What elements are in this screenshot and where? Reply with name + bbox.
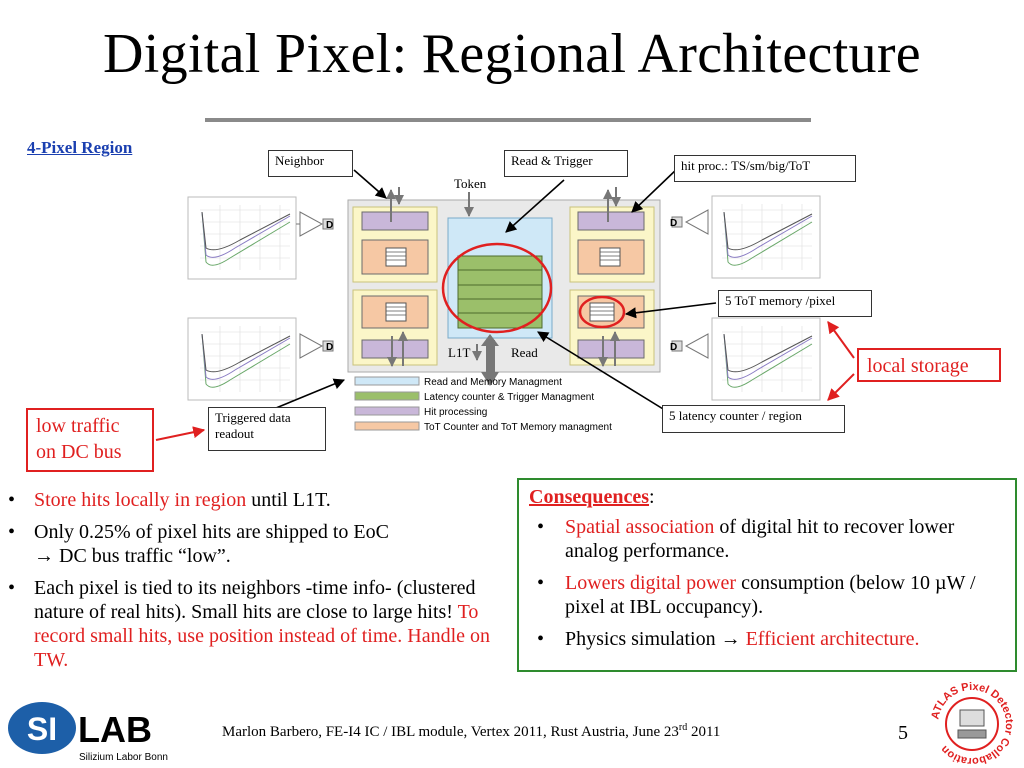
arrow-icon: → <box>720 628 741 650</box>
silab-logo <box>6 700 181 764</box>
legend-swatch-tot <box>355 422 419 430</box>
atlas-pixel-logo <box>924 678 1020 768</box>
bullet-shipped-eoc: • Only 0.25% of pixel hits are shipped to EoC → DC bus traffic “low”. <box>0 520 500 568</box>
legend-swatch-read <box>355 377 419 385</box>
hit-proc-callout: hit proc.: TS/sm/big/ToT <box>674 155 856 182</box>
consequences-box <box>517 478 1017 672</box>
bullet-store-hits: • Store hits locally in region until L1T. <box>0 488 500 512</box>
slide-title: Digital Pixel: Regional Architecture <box>103 23 921 85</box>
atlas-logo-text: ATLAS Pixel Detector Collaboration <box>929 680 1016 768</box>
legend-label-latency: Latency counter & Trigger Managment <box>424 392 595 403</box>
pixel-cell-top-right <box>570 207 654 282</box>
token-label: Token <box>454 176 487 191</box>
local-storage-box: local storage <box>857 348 1001 382</box>
arrow-neighbor <box>354 170 386 198</box>
legend <box>355 377 612 433</box>
d-label: D <box>670 342 678 353</box>
arrow-local-storage-up <box>828 322 854 358</box>
legend-swatch-latency <box>355 392 419 400</box>
footer-citation: Marlon Barbero, FE-I4 IC / IBL module, Vertex 2011, Rust Austria, June 23rd 2011 <box>222 722 721 740</box>
triggered-readout-callout <box>208 407 326 451</box>
triggered-readout-line1: Triggered data <box>215 410 291 425</box>
d-label: D <box>326 220 334 231</box>
region-label: 4-Pixel Region <box>27 138 133 157</box>
read-trigger-callout: Read & Trigger <box>504 150 628 177</box>
left-bullet-list <box>0 488 500 680</box>
d-label: D <box>670 218 678 229</box>
pixel-cell-bottom-left <box>353 290 437 365</box>
low-traffic-line2: on DC bus <box>36 441 122 463</box>
consequence-item: • Physics simulation → Efficient architecture. <box>529 627 1005 651</box>
waveform-plot-bottom-left <box>188 318 296 400</box>
legend-label-tot: ToT Counter and ToT Memory managment <box>424 422 612 433</box>
arrow-local-storage-down <box>828 374 854 400</box>
silab-lab: LAB <box>78 709 152 750</box>
consequence-item: • Spatial association of digital hit to recover lower analog performance. <box>529 515 1005 563</box>
bullet-neighbors: • Each pixel is tied to its neighbors -time info- (clustered nature of real hits). Small hits are close to large hits! To record small hits, use position instead of time. Handle on TW. <box>0 576 500 672</box>
legend-label-read: Read and Memory Managment <box>424 377 562 388</box>
waveform-plot-bottom-right <box>712 318 820 400</box>
arrow-low-traffic <box>156 430 204 440</box>
silab-si: SI <box>26 711 58 747</box>
triggered-readout-line2: readout <box>215 426 254 441</box>
waveform-plot-top-left <box>188 197 296 279</box>
latency-counter-stack <box>458 256 542 328</box>
neighbor-callout: Neighbor <box>268 150 353 177</box>
arrow-icon: → <box>34 545 54 567</box>
page-number: 5 <box>898 722 908 744</box>
pixel-cell-top-left <box>353 207 437 282</box>
consequences-heading: Consequences: <box>529 486 655 508</box>
discriminator-bottom-right <box>672 334 708 358</box>
legend-label-hit: Hit processing <box>424 407 488 418</box>
d-label: D <box>326 342 334 353</box>
pixel-cell-bottom-right <box>570 290 654 365</box>
waveform-plot-top-right <box>712 196 820 278</box>
tot-memory-callout: 5 ToT memory /pixel <box>718 290 872 317</box>
low-traffic-line1: low traffic <box>36 415 120 437</box>
legend-swatch-hit <box>355 407 419 415</box>
latency-counter-callout: 5 latency counter / region <box>662 405 845 433</box>
low-traffic-box <box>26 408 154 472</box>
consequence-item: • Lowers digital power consumption (below 10 µW / pixel at IBL occupancy). <box>529 571 1005 619</box>
read-label: Read <box>511 345 538 360</box>
discriminator-top-right <box>672 210 708 234</box>
l1t-label: L1T <box>448 345 471 360</box>
silab-subtitle: Silizium Labor Bonn <box>79 752 168 763</box>
